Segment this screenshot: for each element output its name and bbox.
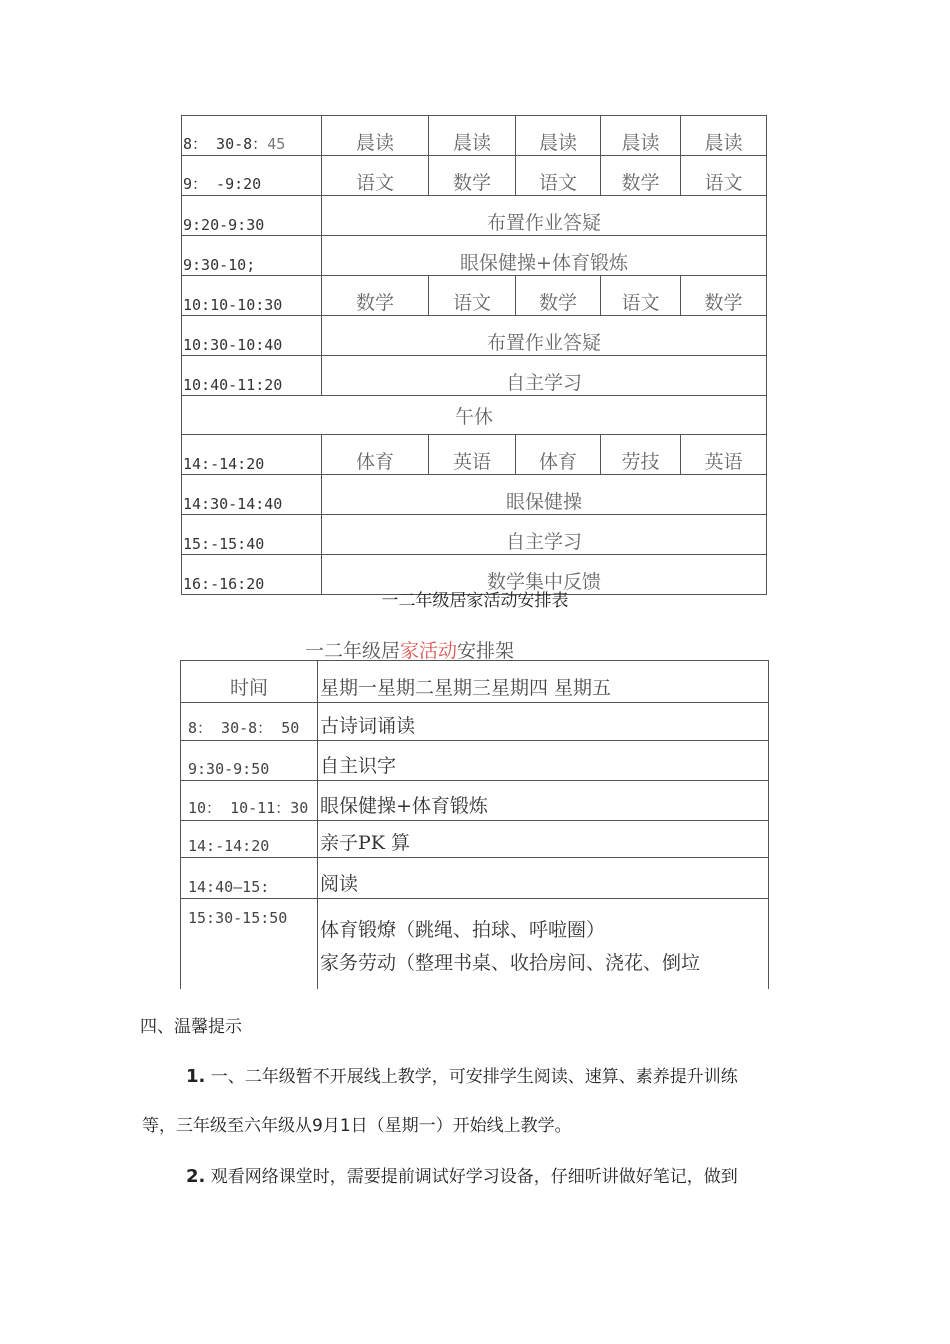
table-row [181,821,769,858]
time-cell: 10:30-10:40 [182,316,322,356]
days-header: 星期一星期二星期三星期四 星期五 [318,661,769,703]
lunch-break-cell: 午休 [182,396,767,435]
activity-cell: 自主识字 [318,741,769,781]
subject-cell: 晨读 [429,116,516,156]
table-row [182,116,767,156]
table-row [182,396,767,435]
subject-cell: 语文 [429,276,516,316]
table-row [181,703,769,741]
table-row [182,156,767,196]
table-row [181,781,769,821]
tip-item-1: 1. 一、二年级暂不开展线上教学，可安排学生阅读、速算、素养提升训练 [186,1066,738,1087]
activity-cell [318,899,769,989]
time-cell: 8： 30-8： 50 [181,703,318,741]
subject-cell: 体育 [322,435,429,475]
time-cell: 15:30-15:50 [181,899,318,989]
activity-cell: 布置作业答疑 [322,316,767,356]
subject-cell: 晨读 [601,116,681,156]
time-cell: 9:20-9:30 [182,196,322,236]
activity-cell: 眼保健操 [322,475,767,515]
table-header-row [181,661,769,703]
table-caption: 一二年级居家活动安排表 [381,591,569,611]
activity-cell: 阅读 [318,858,769,899]
table-row [182,236,767,276]
subject-cell: 晨读 [681,116,767,156]
subject-cell: 晨读 [322,116,429,156]
table-row [182,356,767,396]
table-row [182,196,767,236]
table-row [182,316,767,356]
time-cell: 9:30-10; [182,236,322,276]
time-cell: 10： 10-11：30 [181,781,318,821]
table-title: 一二年级居家活动安排架 [305,640,515,662]
time-cell: 9:30-9:50 [181,741,318,781]
tip-item-2: 2. 观看网络课堂时，需要提前调试好学习设备，仔细听讲做好笔记，做到 [186,1166,738,1187]
tip-item-1-continued: 等，三年级至六年级从9月1日（星期一）开始线上教学。 [142,1116,572,1136]
activity-line: 家务劳动（整理书桌、收拾房间、浇花、倒垃 [320,952,701,974]
activity-line: 体育锻燎（跳绳、拍球、呼啦圈） [320,919,606,941]
time-cell: 10:40-11:20 [182,356,322,396]
subject-cell: 劳技 [601,435,681,475]
table-row [181,858,769,899]
subject-cell: 英语 [429,435,516,475]
time-cell: 10:10-10:30 [182,276,322,316]
time-cell: 14:30-14:40 [182,475,322,515]
table-row [181,741,769,781]
time-header: 时间 [181,661,318,703]
time-cell: 9： -9:20 [182,156,322,196]
subject-cell: 英语 [681,435,767,475]
table-row [182,276,767,316]
subject-cell: 晨读 [516,116,601,156]
subject-cell: 语文 [516,156,601,196]
subject-cell: 数学 [681,276,767,316]
subject-cell: 体育 [516,435,601,475]
table-row [182,475,767,515]
subject-cell: 数学 [429,156,516,196]
section-heading: 四、温馨提示 [140,1017,242,1037]
time-cell: 14:40—15: [181,858,318,899]
activity-cell: 眼保健操+体育锻炼 [318,781,769,821]
time-cell: 14:-14:20 [182,435,322,475]
time-cell: 16:-16:20 [182,555,322,595]
activity-cell: 眼保健操+体育锻炼 [322,236,767,276]
time-cell: 8： 30-8：45 [182,116,322,156]
activity-cell: 古诗词诵读 [318,703,769,741]
time-cell: 15:-15:40 [182,515,322,555]
subject-cell: 数学 [601,156,681,196]
activity-cell: 自主学习 [322,515,767,555]
subject-cell: 语文 [601,276,681,316]
activity-cell: 亲子PK 算 [318,821,769,858]
time-tail: 45 [267,135,286,153]
schedule-table-2 [180,660,769,989]
table-row [182,515,767,555]
subject-cell: 数学 [516,276,601,316]
activity-cell: 数学集中反馈 [322,555,767,595]
subject-cell: 语文 [322,156,429,196]
table-row [181,899,769,989]
activity-cell: 自主学习 [322,356,767,396]
subject-cell: 数学 [322,276,429,316]
schedule-table-1 [181,115,767,595]
table-row [182,435,767,475]
time-cell: 14:-14:20 [181,821,318,858]
activity-cell: 布置作业答疑 [322,196,767,236]
subject-cell: 语文 [681,156,767,196]
